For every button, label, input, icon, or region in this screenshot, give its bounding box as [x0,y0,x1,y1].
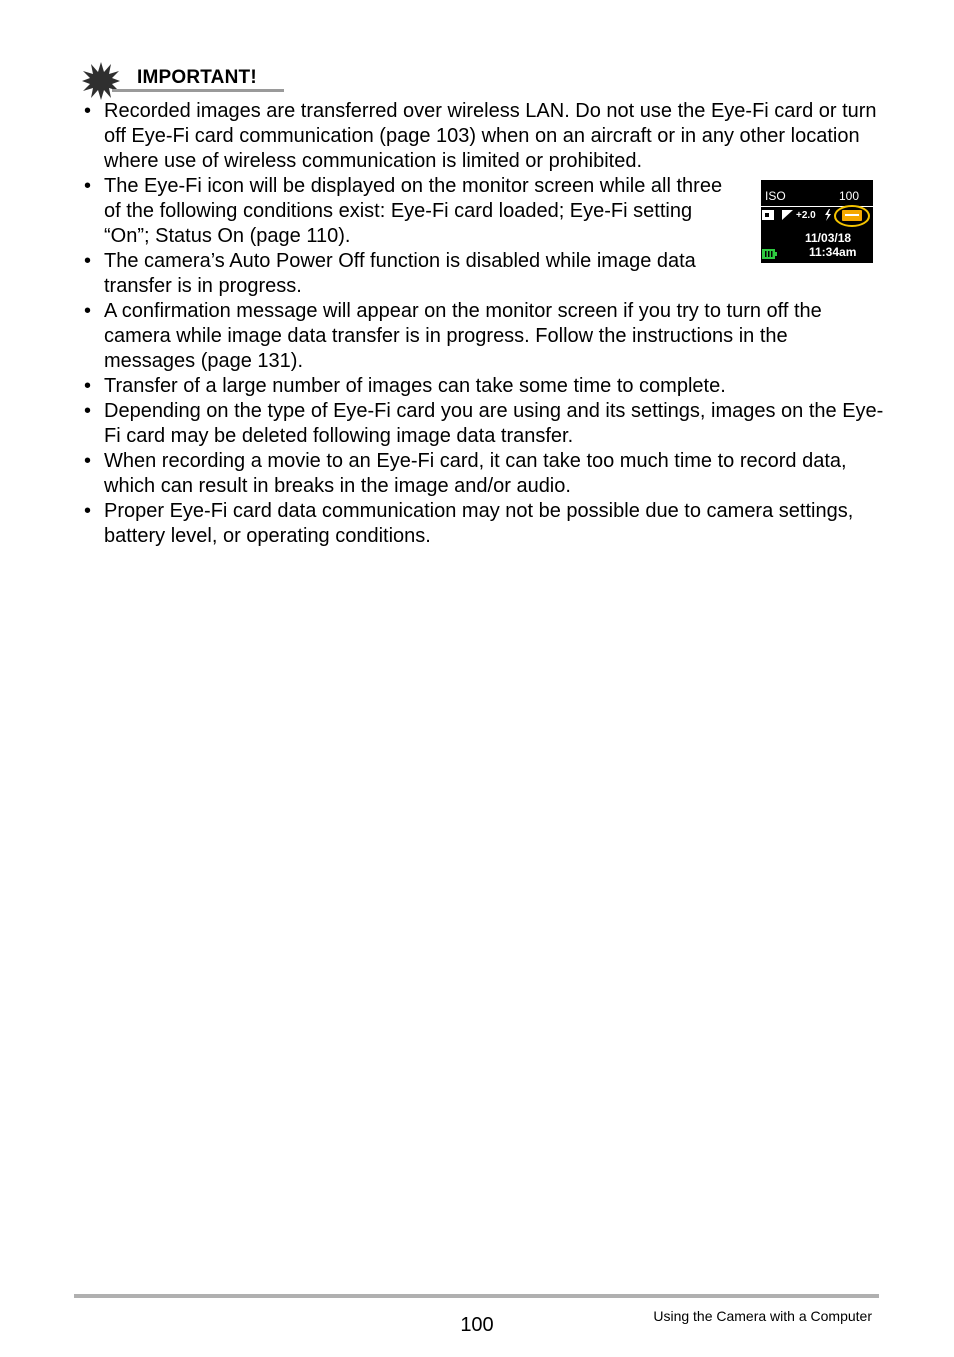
flash-icon [824,209,832,221]
starburst-icon [82,62,120,100]
camera-monitor-illustration [761,180,873,263]
list-item [84,499,884,549]
footer-rule [74,1294,879,1298]
list-item-text: Proper Eye-Fi card data communication may not be possible due to camera settings, battery level, or operating conditions. [104,500,854,547]
list-item-text: Depending on the type of Eye-Fi card you are using and its settings, images on the Eye-Fi card may be deleted following image data transfer. [104,400,884,447]
eye-fi-icon [833,204,871,228]
important-label: IMPORTANT! [137,67,257,88]
list-item [84,99,884,174]
list-item-text: The Eye-Fi icon will be displayed on the monitor screen while all three of the following conditions exist: Eye-Fi card loaded; Eye-Fi setting “On”; Status On (page 110). [104,175,723,247]
bullet-glyph: • [84,300,92,322]
battery-icon [762,249,777,259]
section-title: Using the Camera with a Computer [653,1308,872,1324]
heading-underline [112,89,284,92]
metering-icon [762,210,774,220]
list-item [84,399,884,449]
list-item-text: Transfer of a large number of images can take some time to complete. [104,375,726,397]
bullet-glyph: • [84,400,92,422]
list-item-text: When recording a movie to an Eye-Fi card, it can take too much time to record data, which can result in breaks in the image and/or audio. [104,450,847,497]
ev-value: +2.0 [796,210,816,221]
page-number: 100 [460,1314,494,1336]
list-item-text: A confirmation message will appear on the monitor screen if you try to turn off the camera while image data transfer is in progress. Follow the instructions in the messages (page 131). [104,300,822,372]
bullet-glyph: • [84,175,92,197]
notes-list [84,99,884,549]
list-item-text: The camera’s Auto Power Off function is disabled while image data transfer is in progress. [104,250,696,297]
iso-label: ISO [765,189,786,203]
bullet-glyph: • [84,500,92,522]
list-item [84,299,884,374]
bullet-glyph: • [84,250,92,272]
exposure-compensation-icon [782,210,793,220]
list-item [84,374,884,399]
important-heading [82,60,286,96]
date-readout: 11/03/18 [805,231,852,245]
bullet-glyph: • [84,375,92,397]
time-readout: 11:34am [809,245,857,259]
bullet-glyph: • [84,100,92,122]
bullet-glyph: • [84,450,92,472]
iso-value: 100 [839,189,860,203]
list-item [84,449,884,499]
list-item-text: Recorded images are transferred over wireless LAN. Do not use the Eye-Fi card or turn off Eye-Fi card communication (page 103) when on an aircraft or in any other location where use of wireless communication is limited or prohibited. [104,100,877,172]
